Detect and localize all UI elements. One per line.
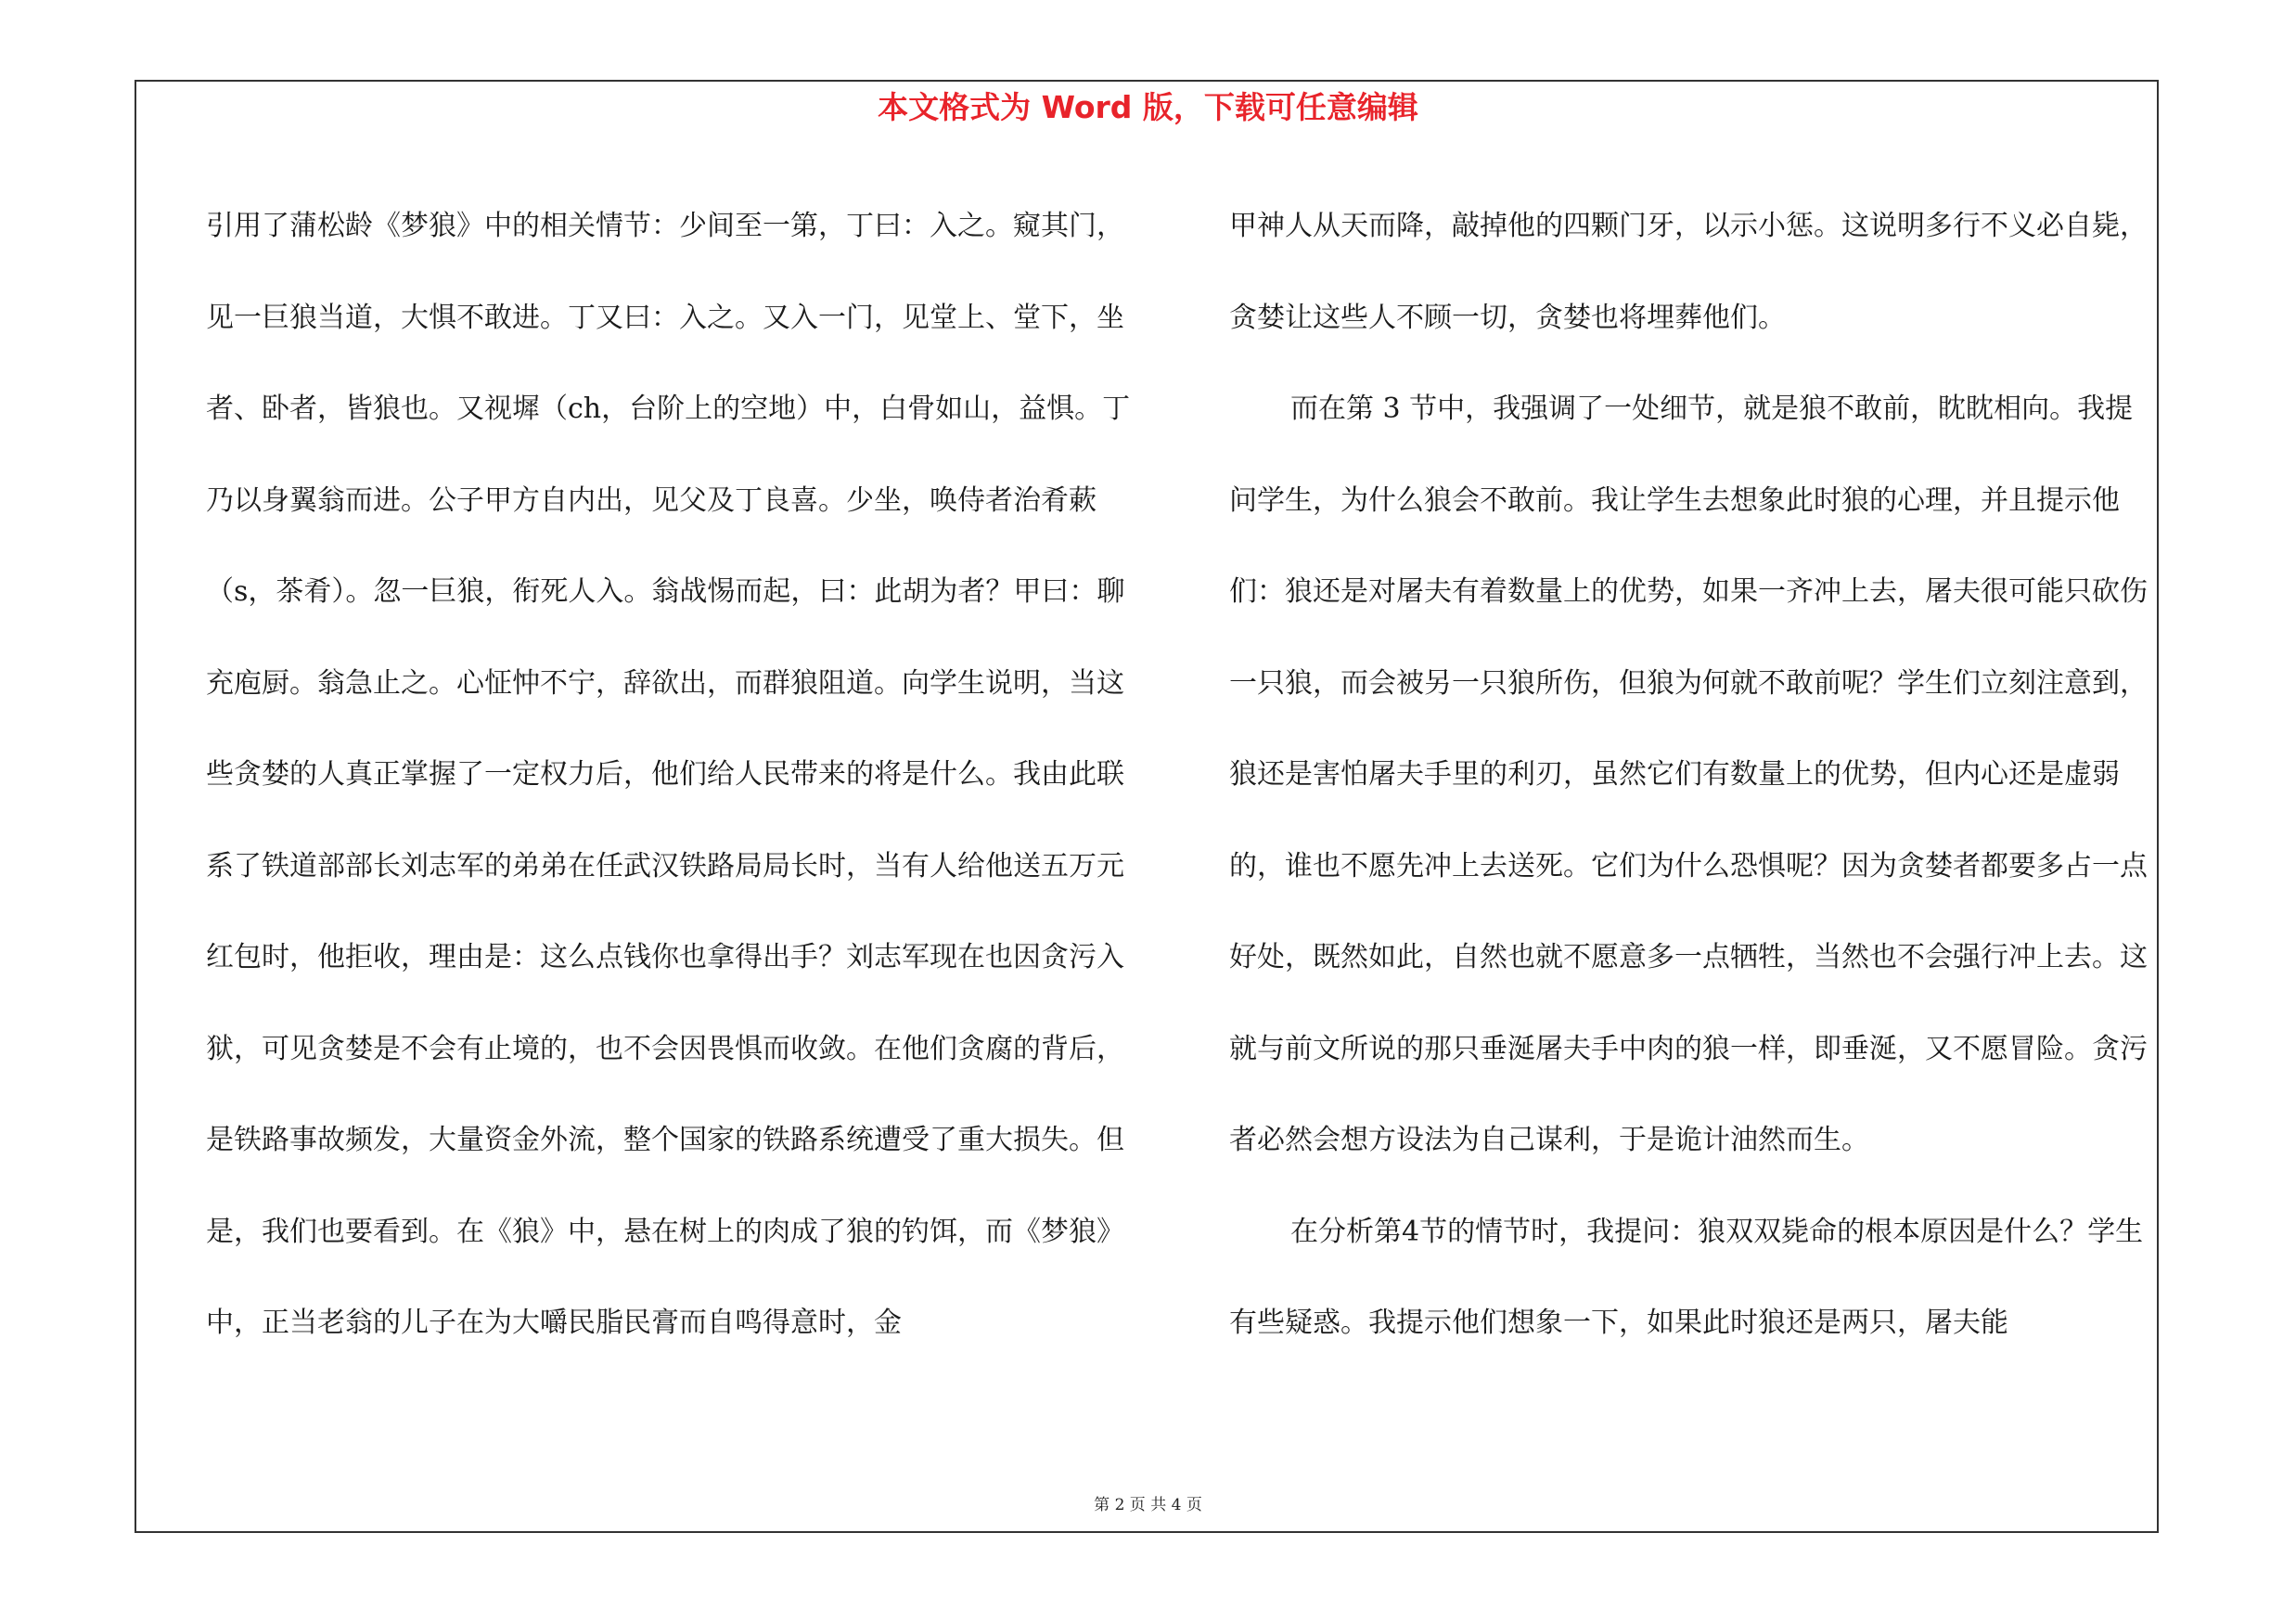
body-paragraph: 在分析第4节的情节时，我提问：狼双双毙命的根本原因是什么？学生有些疑惑。我提示他们想象一下，如果此时狼还是两只，屠夫能	[1229, 1215, 2144, 1339]
body-paragraph: 而在第 3 节中，我强调了一处细节，就是狼不敢前，眈眈相向。我提问学生，为什么狼会不敢前。我让学生去想象此时狼的心理，并且提示他们：狼还是对屠夫有着数量上的优势，如果一齐冲上去，屠夫很可能只砍伤一只狼，而会被另一只狼所伤，但狼为何就不敢前呢？学生们立刻注意到，狼还是害怕屠夫手里的利刃，虽然它们有数量上的优势，但内心还是虚弱的，谁也不愿先冲上去送死。它们为什么恐惧呢？因为贪婪者都要多占一点好处，既然如此，自然也就不愿意多一点牺牲，当然也不会强行冲上去。这就与前文所说的那只垂涎屠夫手中肉的狼一样，即垂涎，又不愿冒险。贪污者必然会想方设法为自己谋利，于是诡计油然而生。	[1229, 393, 2148, 1156]
left-text-column	[206, 181, 1143, 1370]
body-paragraph: 甲神人从天而降，敲掉他的四颗门牙，以示小惩。这说明多行不义必自毙，贪婪让这些人不顾一切，贪婪也将埋葬他们。	[1229, 210, 2148, 334]
body-paragraph: 引用了蒲松龄《梦狼》中的相关情节：少间至一第，丁曰：入之。窥其门，见一巨狼当道，大惧不敢进。丁又曰：入之。又入一门，见堂上、堂下，坐者、卧者，皆狼也。又视墀（ch，台阶上的空地）中，白骨如山，益惧。丁乃以身翼翁而进。公子甲方自内出，见父及丁良喜。少坐，唤侍者治肴蔌（s，茶肴）。忽一巨狼，衔死人入。翁战惕而起，曰：此胡为者？甲曰：聊充庖厨。翁急止之。心怔忡不宁，辞欲出，而群狼阻道。向学生说明，当这些贪婪的人真正掌握了一定权力后，他们给人民带来的将是什么。我由此联系了铁道部部长刘志军的弟弟在任武汉铁路局局长时，当有人给他送五万元红包时，他拒收，理由是：这么点钱你也拿得出手？刘志军现在也因贪污入狱，可见贪婪是不会有止境的，也不会因畏惧而收敛。在他们贪腐的背后，是铁路事故频发，大量资金外流，整个国家的铁路系统遭受了重大损失。但是，我们也要看到。在《狼》中，悬在树上的肉成了狼的钓饵，而《梦狼》中，正当老翁的儿子在为大嚼民脂民膏而自鸣得意时，金	[206, 210, 1131, 1339]
word-format-banner: 本文格式为 Word 版，下载可任意编辑	[878, 89, 1418, 125]
page-number-footer: 第 2 页 共 4 页	[1094, 1496, 1202, 1514]
right-text-column	[1229, 181, 2157, 1370]
